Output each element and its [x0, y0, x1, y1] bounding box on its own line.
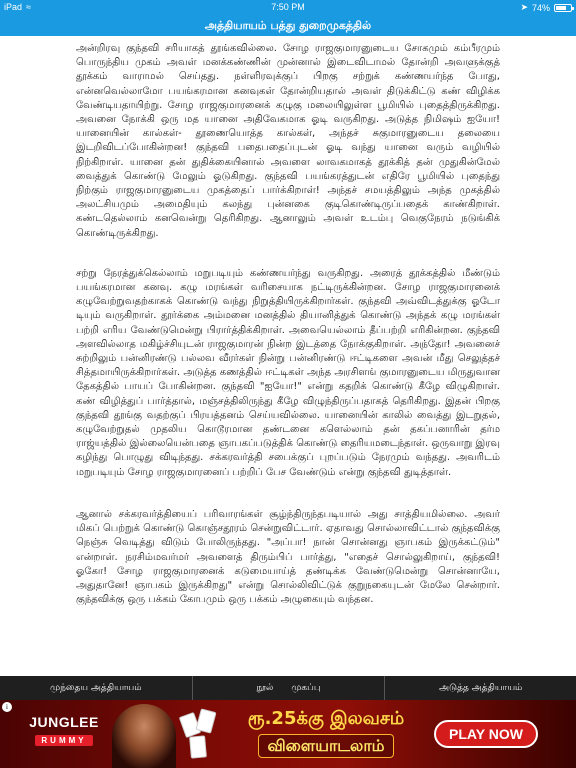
ad-info-icon[interactable]: i — [2, 702, 12, 712]
ad-brand-name: JUNGLEE — [29, 714, 99, 730]
previous-chapter-button[interactable]: முந்தைய அத்தியாயம் — [0, 676, 193, 700]
ad-headline-line2: விளையாடலாம் — [258, 734, 393, 758]
ad-banner[interactable] — [0, 700, 576, 768]
chapter-title: அத்தியாயம் பத்து துறைமுகத்தில் — [204, 19, 372, 32]
ad-brand-logo — [24, 714, 104, 748]
device-name: iPad — [4, 2, 23, 12]
status-time: 7:50 PM — [271, 2, 305, 12]
ad-model-image — [112, 704, 176, 768]
paragraph: அன்றிரவு குந்தவி சரியாகத் தூங்கவில்லை. சோழ ராஜகுமாரனுடைய சோகமும் கம்பீரமும் பொருந்திய முகம் அவள் மனக்கண்ணின் முன்னால் இடைவிடாமல் தோன்றி அவளுக்குத் தூக்கம் வாராமல் செய்தது. நள்ளிரவுக்குப் பிறகு சற்றுக் கண்ணயர்ந்த போது, என்னவெல்லாமோ பயங்கரமான கனவுகள் தோன்றியதால் அவள் திடுக்கிட்டு கண் விழிக்க வேண்டியதாயிற்று. சோழ ராஜகுமாரனைக் கழுகு மலையிலுள்ள பூமியில் புதைத்திருக்கிறது. அவனை நோக்கி ஒரு மத யானை அதிவேகமாக ஓடி வருகிறது. அடுத்த நிமிஷம் ஐயோ! யானையின் கால்கள்- தூணையொத்த கால்கள், அந்தச் சுகுமாரனுடைய தலையை இடறிவிடப்போகின்றன! குந்தவி பதைபதைப்புடன் ஓடி வந்து யானை வரும் வழியில் நிற்கிறாள். யானை தன் துதிக்கையினால் அவளை லாவகமாகத் தூக்கித் தன் முதுகின்மேல் வைத்துக் கொண்டு மேலும் ஓடுகிறது. குந்தவி பயங்கரத்துடன் எதிரே பூமியில் புதைந்து நிற்கும் ராஜகுமாரனுடைய முகத்தைப் பார்க்கிறாள்! அந்தச் சமயத்திலும் அந்த முகத்தில் அலட்சியமும் அமைதியும் கலந்து புன்னகை குடிகொண்டிருப்பதைக் காண்கிறாள். கண்டதெல்லாம் கனவென்று தெரிகிறது. ஆனாலும் அவள் உடம்பு வெகுநேரம் நடுங்கிக் கொண்டிருக்கிறது. — [76, 43, 500, 239]
paragraph: ஆனால் சக்கரவர்த்தியைப் பரிவாரங்கள் சூழ்ந்திருந்தபடியால் அது சாத்தியமில்லை. அவர் மிகப் பெற்றுக் கொண்டு கொஞ்சதூரம் சென்றுவிட்டார். ஏதாவது சொல்லாவிட்டால் குந்தவிக்கு நெஞ்சு வெடித்து விடும் போலிருந்தது. "அப்பா! நான் சொன்னது ஞாபகம் இருக்கட்டும்" என்றாள். நரசிம்மவர்மர் அவளைத் திரும்பிப் பார்த்து, "எதைச் சொல்லுகிறாய், குந்தவி! ஓகோ! சோழ ராஜகுமாரனைக் கடுமையாய்த் தண்டிக்க வேண்டுமென்று சொன்னாயே, அதுதானே! ஞாபகம் இருக்கிறது" என்று சொல்லிவிட்டுக் குறுநகையுடன் மேலே சென்றார். குந்தவிக்கு ஒரு பக்கம் கோபமும் ஒரு பக்கம் அழுகையும் வந்தன. — [76, 508, 500, 606]
playing-cards-icon — [180, 708, 220, 758]
book-button[interactable]: நூல் — [256, 683, 274, 693]
battery-percent: 74% — [531, 2, 550, 13]
chapter-title-bar — [0, 16, 576, 36]
wifi-icon: ≈ — [26, 2, 31, 12]
ad-brand-sub: RUMMY — [35, 735, 92, 746]
next-chapter-button[interactable]: அடுத்த அத்தியாயம் — [439, 683, 523, 693]
battery-fill — [556, 6, 566, 10]
paragraph: சற்று நேரத்துக்கெல்லாம் மறுபடியும் கண்ணயர்ந்து வருகிறது. அரைத் தூக்கத்தில் மீண்டும் பயங்கரமான கனவு. கழு மரங்கள் வரிசையாக நட்டிருக்கின்றன. சோழ ராஜகுமாரனைக் கழுவேற்றுவதற்காகக் கொண்டு வந்து நிறுத்தியிருக்கிறார்கள். குந்தவி அவ்விடத்துக்கு ஓடோ டியும் வருகிறாள். தூர்க்கை அம்மனை மனத்தில் தியானித்துக் கொண்டு அந்தக் கழு மரங்கள் பற்றி எரிய வேண்டுமென்று பிரார்த்திக்கிறாள். அவையெல்லாம் தீப்பற்றி எரிகின்றன. குந்தவி அளவில்லாத மகிழ்ச்சியுடன் ராஜகுமாரன் நின்ற இடத்தை நோக்குகிறாள். அந்தோ! அவனைச் சுற்றிலும் பன்னிரண்டு பல்லவ வீரர்கள் நின்று பன்னிரண்டு ஈட்டிகளை அவன் மீது செலுத்தச் சித்தமாயிருக்கிறார்கள். அடுத்த கணத்தில் ஈட்டிகள் அந்த அரசிளங் குமாரனுடைய மிருதுவான தேகத்தில் பாயப் போகின்றன. குந்தவி "ஐயோ!" என்று கதறிக் கொண்டு கீழே விழுகிறாள். கண் விழித்துப் பார்த்தால், மஞ்சத்திலிருந்து கீழே விழுந்திருப்பதாகத் தெரிகிறது. இதன் பிறகு குந்தவி தூங்கு வதற்குப் பிரயத்தனம் செய்யவில்லை. யானையின் காலில் வைத்து இடறுதல், கழுவேற்றுதல் முதலிய கொடூரமான தண்டனை களெல்லாம் தன் தகப்பனாரின் தர்ம ராஜ்யத்தில் இல்லையென்பதை ஞாபகப்படுத்திக் கொண்டு தைரியமடைந்தாள். ஒருவாறு இரவு கழிந்து பொழுது விடிந்தது. சக்கரவர்த்தி சபைக்குப் புறப்படும் நேரமும் வந்தது. அவரிடம் மறுபடியும் சோழ ராஜகுமாரனைப் பற்றிப் பேச வேண்டும் என்று குந்தவி துடித்தாள். — [76, 267, 500, 478]
ad-headline-line1: ரூ.25க்கு இலவசம் — [247, 708, 405, 729]
status-right — [520, 2, 572, 13]
battery-icon — [554, 4, 572, 12]
home-button[interactable]: முகப்பு — [291, 683, 321, 693]
bottom-navigation — [0, 676, 576, 700]
ad-headline — [236, 708, 416, 758]
chapter-content[interactable] — [0, 36, 576, 676]
ad-play-now-button[interactable]: PLAY NOW — [434, 720, 538, 748]
status-bar — [0, 0, 576, 16]
location-icon: ➤ — [520, 2, 528, 12]
book-home-group — [193, 676, 386, 700]
